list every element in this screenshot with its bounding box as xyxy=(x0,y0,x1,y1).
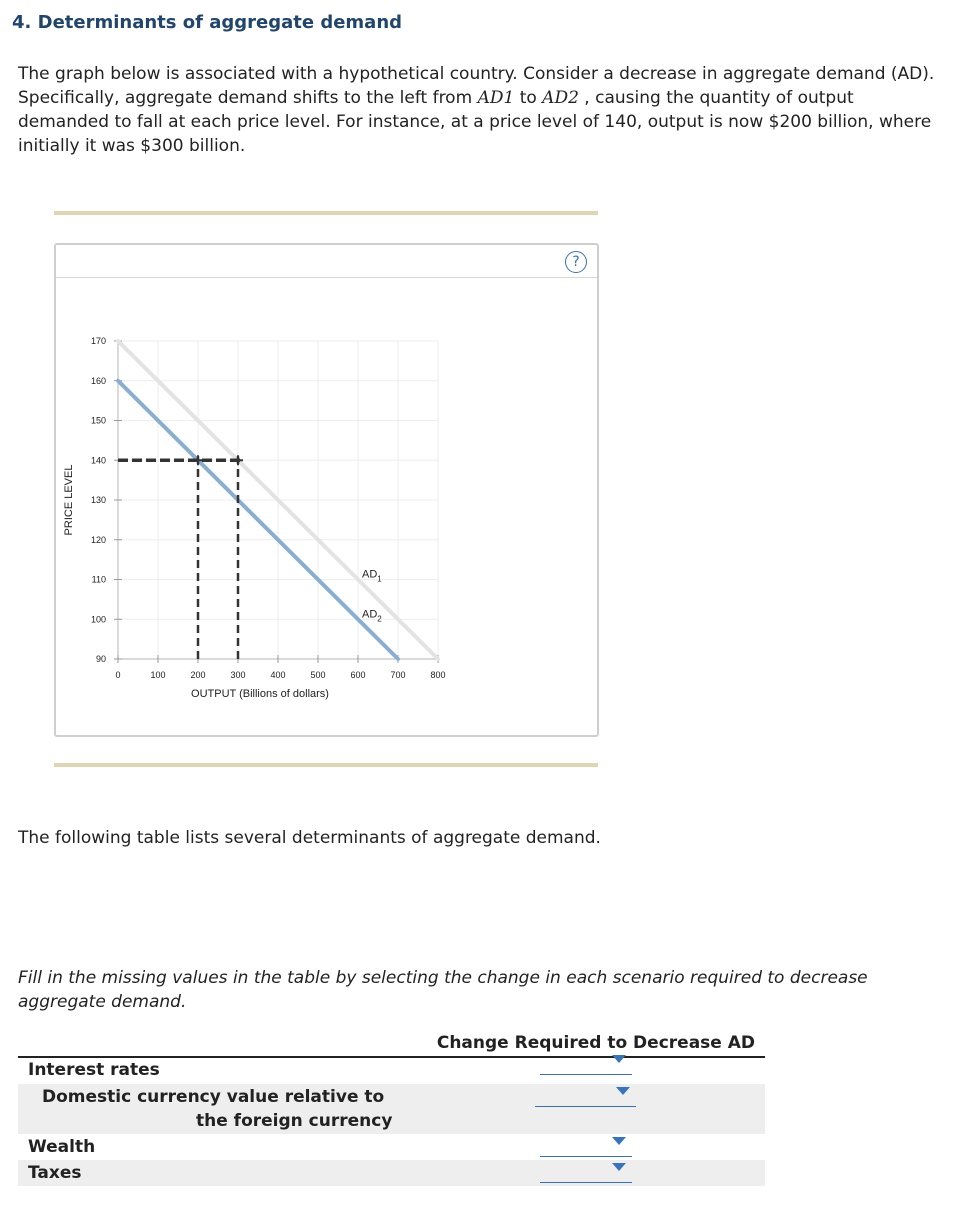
x-tick-label: 600 xyxy=(350,670,366,680)
y-tick-label: 120 xyxy=(90,534,106,545)
graph-panel xyxy=(54,243,599,737)
series-line-ad2 xyxy=(118,381,398,659)
y-tick-label: 90 xyxy=(95,654,106,664)
x-tick-label: 100 xyxy=(150,670,166,680)
ad1-symbol: AD1 xyxy=(477,88,515,108)
instruction: Fill in the missing values in the table by selecting the change in each scenario required to decrease aggregate demand. xyxy=(18,968,868,1012)
page-title: 4. Determinants of aggregate demand xyxy=(12,12,403,33)
y-tick-label: 110 xyxy=(91,574,106,585)
intro-text-1: The graph below is associated with a hypothetical country. Consider a decrease in aggregate demand (AD). Specifically, aggregate demand shifts to the left from xyxy=(18,64,935,108)
series-label-main: AD xyxy=(362,608,378,621)
row-label: Interest rates xyxy=(28,1060,160,1080)
row-label: Taxes xyxy=(28,1163,82,1183)
top-divider xyxy=(54,211,598,215)
row-label-line2: the foreign currency xyxy=(196,1111,393,1131)
x-tick-label: 300 xyxy=(230,670,246,680)
row-label-line1: Domestic currency value relative to xyxy=(42,1087,385,1107)
table-row xyxy=(18,1160,765,1186)
table-intro: The following table lists several determinants of aggregate demand. xyxy=(18,828,601,848)
interest-rates-dropdown[interactable] xyxy=(540,1052,632,1075)
x-tick-label: 700 xyxy=(390,670,406,680)
y-tick-label: 160 xyxy=(90,375,106,386)
column-header: Change Required to Decrease AD xyxy=(436,1033,755,1053)
chevron-down-icon xyxy=(616,1087,630,1095)
y-tick-label: 170 xyxy=(90,336,106,346)
series-label-subscript: 1 xyxy=(377,574,382,584)
wealth-dropdown[interactable] xyxy=(540,1134,632,1157)
series-label-subscript: 2 xyxy=(377,614,382,624)
chevron-down-icon xyxy=(612,1055,626,1063)
y-tick-label: 140 xyxy=(90,455,106,466)
x-axis-title: OUTPUT (Billions of dollars) xyxy=(191,688,329,700)
x-tick-label: 0 xyxy=(115,670,121,680)
currency-value-dropdown[interactable] xyxy=(535,1084,636,1107)
ad2-symbol: AD2 xyxy=(542,88,579,108)
ad-chart xyxy=(56,245,597,735)
x-tick-label: 200 xyxy=(190,670,206,680)
series-label-ad1 xyxy=(362,569,382,584)
intro-text-3: , causing the quantity of output demanded to fall at each price level. For instance, at a price level of 140, output is now $200 billion, where initially it was $300 billion. xyxy=(18,88,932,156)
series-label-main: AD xyxy=(362,568,378,581)
chevron-down-icon xyxy=(612,1163,626,1171)
bottom-divider xyxy=(54,763,598,767)
y-tick-label: 100 xyxy=(90,614,106,625)
table-header xyxy=(18,1030,765,1058)
x-tick-label: 400 xyxy=(270,670,286,680)
row-label: Wealth xyxy=(28,1137,96,1157)
x-tick-label: 500 xyxy=(310,670,326,680)
chevron-down-icon xyxy=(612,1137,626,1145)
series-label-ad2 xyxy=(362,608,382,623)
help-icon[interactable]: ? xyxy=(565,251,587,273)
y-tick-label: 130 xyxy=(90,495,106,505)
intro-paragraph xyxy=(18,62,938,158)
table-row xyxy=(18,1134,765,1160)
y-axis-title: PRICE LEVEL xyxy=(63,464,75,536)
y-tick-label: 150 xyxy=(90,415,106,426)
x-tick-label: 800 xyxy=(430,670,446,680)
table-row xyxy=(18,1058,765,1084)
taxes-dropdown[interactable] xyxy=(540,1160,632,1183)
table-row xyxy=(18,1084,765,1134)
intro-text-2: to xyxy=(514,88,543,108)
